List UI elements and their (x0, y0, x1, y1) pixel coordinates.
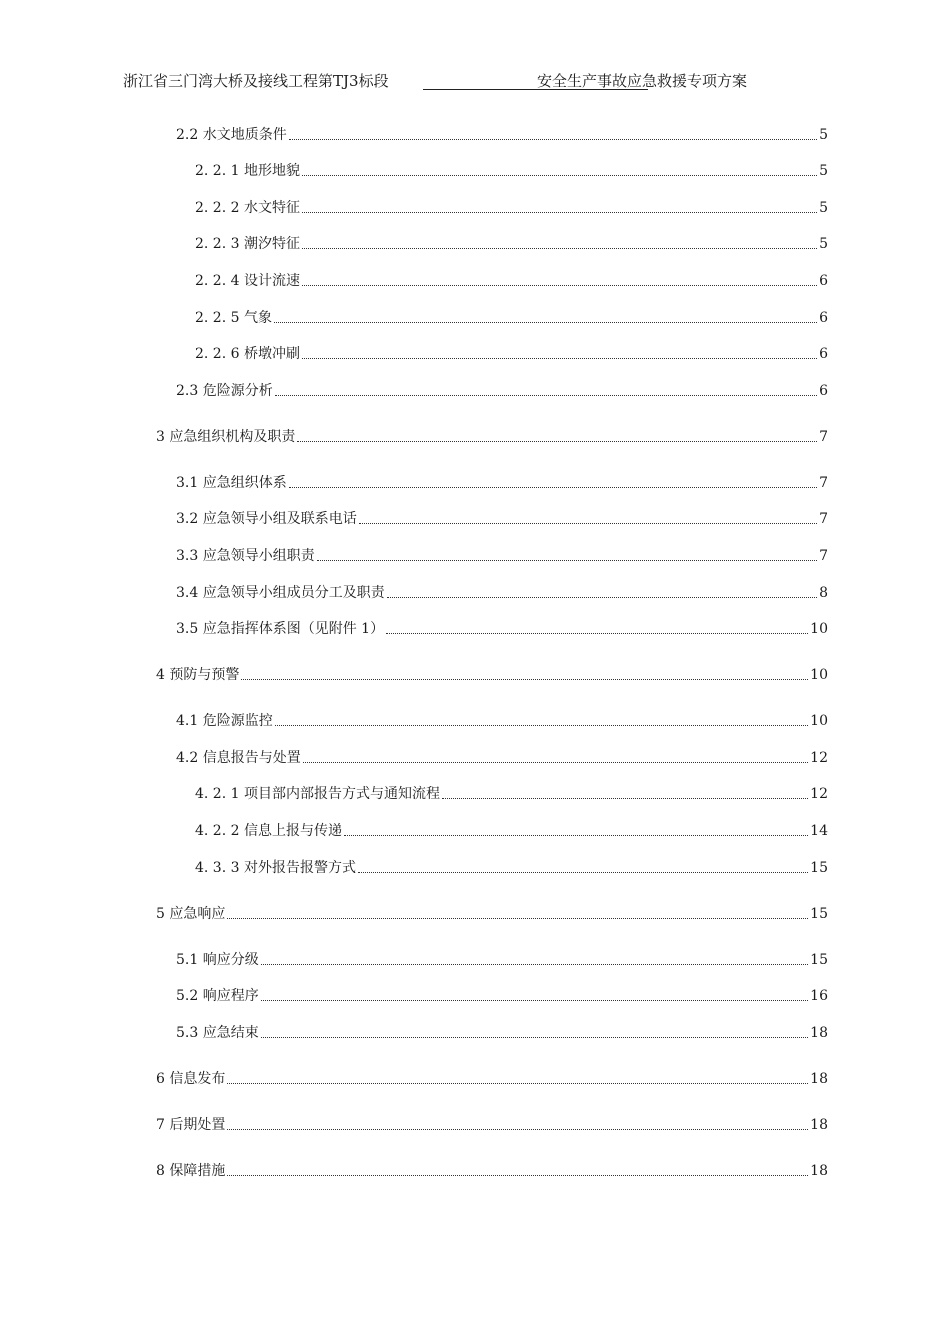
toc-entry-label: 2. 2. 6 桥墩冲刷 (195, 346, 300, 362)
toc-dot-leader (275, 394, 817, 396)
toc-entry[interactable] (176, 983, 828, 1005)
toc-entry-label: 4. 2. 1 项目部内部报告方式与通知流程 (195, 786, 440, 802)
toc-dot-leader (358, 871, 808, 873)
toc-entry[interactable] (176, 543, 828, 565)
toc-entry[interactable] (176, 616, 828, 638)
toc-entry-label: 5 应急响应 (156, 906, 226, 922)
toc-entry-label: 2.3 危险源分析 (176, 383, 273, 399)
toc-entry-page: 10 (810, 621, 828, 637)
toc-entry-label: 5.3 应急结束 (176, 1025, 259, 1041)
toc-entry-label: 3.4 应急领导小组成员分工及职责 (176, 585, 385, 601)
toc-entry-page: 5 (819, 200, 828, 216)
toc-entry-label: 3.1 应急组织体系 (176, 475, 287, 491)
toc-entry[interactable] (156, 424, 828, 446)
toc-dot-leader (302, 284, 817, 286)
toc-entry-label: 2. 2. 1 地形地貌 (195, 163, 300, 179)
toc-entry-page: 12 (810, 750, 828, 766)
toc-dot-leader (386, 632, 808, 634)
toc-entry-page: 5 (819, 236, 828, 252)
toc-entry[interactable] (195, 855, 828, 877)
toc-entry-page: 6 (819, 346, 828, 362)
toc-entry[interactable] (156, 1066, 828, 1088)
toc-dot-leader (241, 678, 808, 680)
toc-entry-label: 8 保障措施 (156, 1163, 226, 1179)
toc-entry[interactable] (176, 470, 828, 492)
toc-entry[interactable] (156, 1158, 828, 1180)
toc-entry[interactable] (176, 580, 828, 602)
toc-entry-label: 4 预防与预警 (156, 667, 240, 683)
toc-entry[interactable] (176, 378, 828, 400)
toc-entry-label: 4. 3. 3 对外报告报警方式 (195, 860, 356, 876)
toc-dot-leader (317, 559, 817, 561)
toc-entry-page: 5 (819, 127, 828, 143)
toc-entry-page: 10 (810, 667, 828, 683)
toc-entry-page: 15 (810, 860, 828, 876)
toc-entry-label: 2. 2. 5 气象 (195, 310, 272, 326)
toc-entry[interactable] (176, 1020, 828, 1042)
toc-entry-label: 3.2 应急领导小组及联系电话 (176, 511, 357, 527)
toc-dot-leader (227, 1128, 808, 1130)
toc-entry-label: 2. 2. 3 潮汐特征 (195, 236, 300, 252)
toc-entry[interactable] (156, 901, 828, 923)
toc-dot-leader (303, 761, 808, 763)
toc-dot-leader (442, 797, 808, 799)
toc-entry-label: 3.5 应急指挥体系图（见附件 1） (176, 621, 385, 637)
toc-entry-label: 6 信息发布 (156, 1071, 226, 1087)
header-project-title: 浙江省三门湾大桥及接线工程第TJ3标段 (123, 72, 389, 90)
toc-entry[interactable] (195, 818, 828, 840)
toc-entry-label: 4.2 信息报告与处置 (176, 750, 301, 766)
toc-dot-leader (227, 1082, 808, 1084)
toc-entry-page: 18 (810, 1025, 828, 1041)
toc-entry[interactable] (195, 158, 828, 180)
toc-dot-leader (302, 211, 817, 213)
toc-entry-page: 16 (810, 988, 828, 1004)
toc-entry-page: 18 (810, 1071, 828, 1087)
toc-dot-leader (275, 724, 808, 726)
toc-entry[interactable] (176, 708, 828, 730)
toc-entry-page: 15 (810, 906, 828, 922)
toc-entry-page: 8 (819, 585, 828, 601)
toc-dot-leader (227, 917, 808, 919)
toc-entry-page: 6 (819, 310, 828, 326)
toc-entry[interactable] (195, 231, 828, 253)
toc-entry-page: 7 (819, 511, 828, 527)
toc-entry-label: 2. 2. 2 水文特征 (195, 200, 300, 216)
header-document-title: 安全生产事故应急救援专项方案 (537, 72, 748, 90)
toc-dot-leader (297, 440, 817, 442)
toc-entry-page: 5 (819, 163, 828, 179)
toc-entry[interactable] (156, 1112, 828, 1134)
toc-dot-leader (289, 486, 817, 488)
toc-dot-leader (359, 522, 817, 524)
toc-entry-page: 7 (819, 429, 828, 445)
toc-dot-leader (274, 321, 817, 323)
toc-entry-label: 2.2 水文地质条件 (176, 127, 287, 143)
toc-entry-page: 6 (819, 383, 828, 399)
toc-entry-label: 3.3 应急领导小组职责 (176, 548, 315, 564)
toc-entry[interactable] (176, 122, 828, 144)
toc-dot-leader (302, 247, 817, 249)
toc-entry-label: 7 后期处置 (156, 1117, 226, 1133)
toc-entry[interactable] (195, 305, 828, 327)
toc-dot-leader (302, 174, 817, 176)
toc-dot-leader (289, 138, 817, 140)
toc-entry[interactable] (195, 268, 828, 290)
toc-entry[interactable] (176, 947, 828, 969)
toc-entry-label: 4. 2. 2 信息上报与传递 (195, 823, 342, 839)
toc-entry-page: 7 (819, 548, 828, 564)
toc-entry[interactable] (195, 341, 828, 363)
toc-entry-page: 12 (810, 786, 828, 802)
toc-entry-page: 18 (810, 1163, 828, 1179)
toc-dot-leader (261, 1036, 808, 1038)
toc-dot-leader (344, 834, 808, 836)
toc-entry-page: 7 (819, 475, 828, 491)
toc-entry-label: 2. 2. 4 设计流速 (195, 273, 300, 289)
toc-entry-page: 14 (810, 823, 828, 839)
toc-entry-page: 10 (810, 713, 828, 729)
toc-dot-leader (261, 999, 808, 1001)
toc-dot-leader (302, 357, 817, 359)
toc-dot-leader (387, 596, 817, 598)
toc-entry-page: 18 (810, 1117, 828, 1133)
toc-entry-label: 5.1 响应分级 (176, 952, 259, 968)
toc-entry-label: 5.2 响应程序 (176, 988, 259, 1004)
toc-entry-label: 4.1 危险源监控 (176, 713, 273, 729)
toc-entry-label: 3 应急组织机构及职责 (156, 429, 296, 445)
toc-entry-page: 15 (810, 952, 828, 968)
toc-entry[interactable] (195, 781, 828, 803)
toc-entry-page: 6 (819, 273, 828, 289)
toc-entry[interactable] (176, 745, 828, 767)
toc-entry[interactable] (176, 506, 828, 528)
toc-dot-leader (227, 1174, 808, 1176)
toc-entry[interactable] (156, 662, 828, 684)
toc-entry[interactable] (195, 195, 828, 217)
toc-dot-leader (261, 963, 808, 965)
